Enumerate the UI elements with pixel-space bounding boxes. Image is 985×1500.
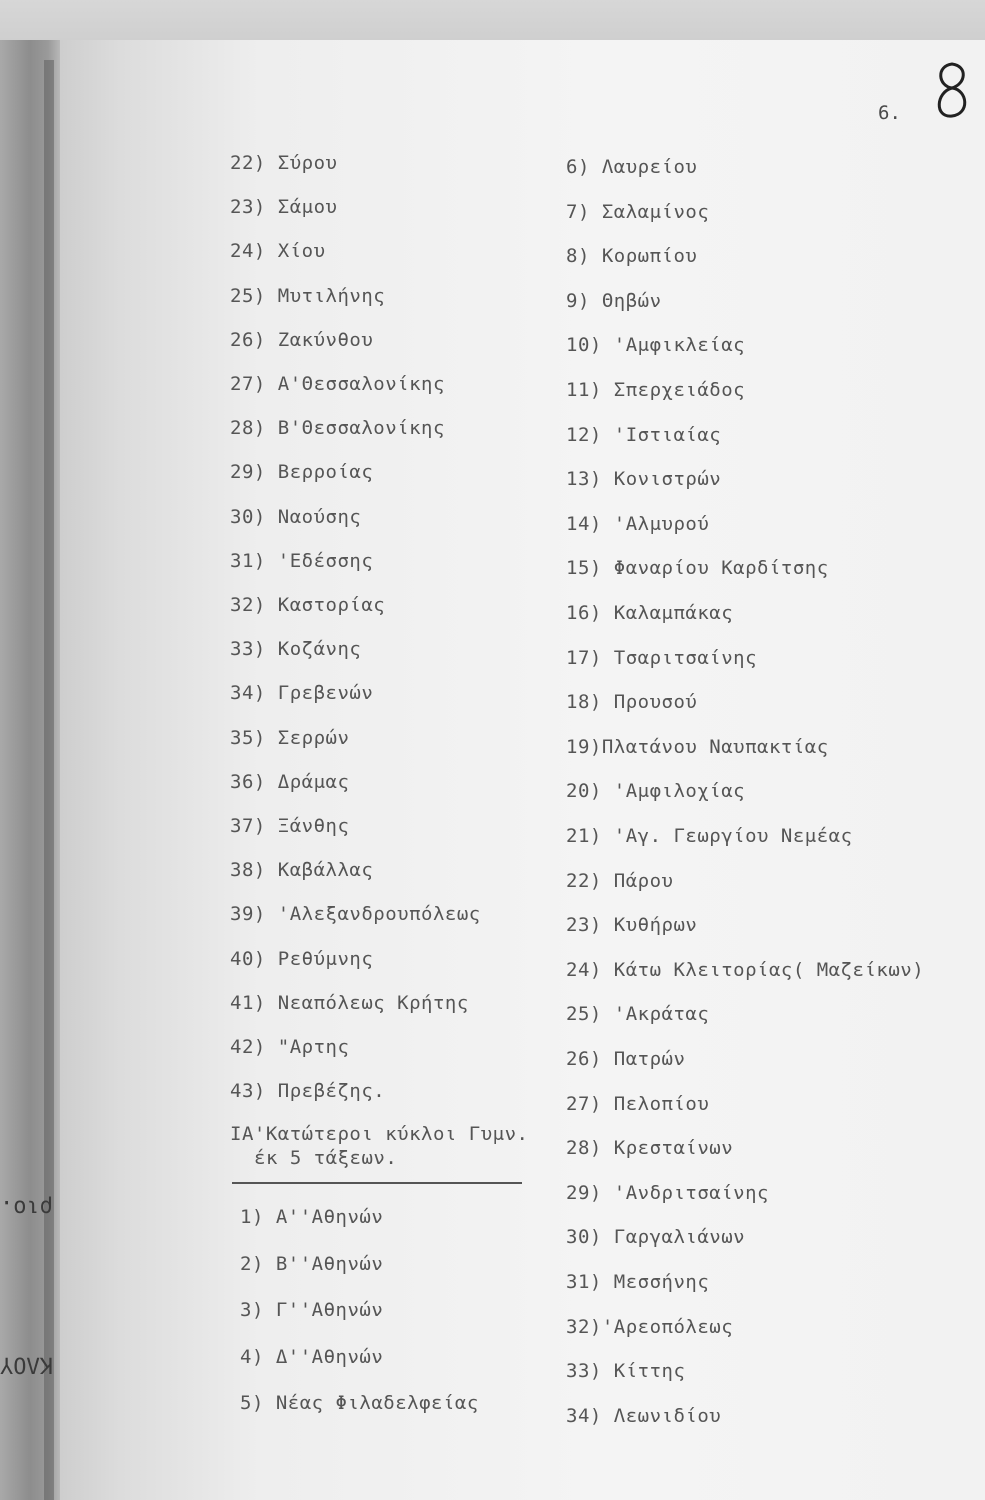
section-heading-line1: ΙΑ'Κατώτεροι κύκλοι Γυμν. <box>230 1123 529 1145</box>
list-item: 31) Μεσσήνης <box>566 1271 710 1293</box>
list-item: 42) "Αρτης <box>230 1036 350 1058</box>
list-item: 38) Καβάλλας <box>230 859 374 882</box>
list-item: 23) Κυθήρων <box>566 914 698 937</box>
list-item: 21) 'Αγ. Γεωργίου Νεμέας <box>566 825 853 847</box>
list-item: 36) Δράμας <box>230 770 350 793</box>
list-item: 22) Πάρου <box>566 869 674 892</box>
list-item: 4) Δ''Αθηνών <box>240 1345 384 1368</box>
list-item: 6) Λαυρείου <box>566 156 698 178</box>
list-item: 25) 'Ακράτας <box>566 1003 710 1026</box>
list-item: 5) Νέας Φιλαδελφείας <box>240 1392 479 1414</box>
list-item: 34) Λεωνιδίου <box>566 1404 722 1427</box>
list-item: 33) Κίττης <box>566 1360 686 1383</box>
list-item: 2) Β''Αθηνών <box>240 1252 384 1275</box>
list-item: 24) Χίου <box>230 240 326 263</box>
list-item: 3) Γ''Αθηνών <box>240 1299 384 1321</box>
list-item: 41) Νεαπόλεως Κρήτης <box>230 991 469 1014</box>
list-item: 23) Σάμου <box>230 196 338 219</box>
list-item: 37) Ξάνθης <box>230 815 350 837</box>
list-item: 22) Σύρου <box>230 152 338 174</box>
list-item: 10) 'Αμφικλείας <box>566 334 746 357</box>
list-item: 34) Γρεβενών <box>230 682 374 705</box>
list-item: 14) 'Αλμυρού <box>566 512 710 535</box>
scan-top-border <box>0 0 985 40</box>
handwritten-page-mark <box>930 60 974 120</box>
list-item: 9) Θηβών <box>566 289 662 312</box>
list-item: 24) Κάτω Κλειτορίας( Μαζείκων) <box>566 958 925 981</box>
list-item: 33) Κοζάνης <box>230 638 362 661</box>
list-item: 15) Φαναρίου Καρδίτσης <box>566 557 829 580</box>
list-item: 18) Προυσού <box>566 691 698 714</box>
list-item: 20) 'Αμφιλοχίας <box>566 780 746 803</box>
list-item: 28) Κρεσταίνων <box>566 1137 734 1160</box>
list-item: 11) Σπερχειάδος <box>566 379 746 401</box>
list-item: 30) Ναούσης <box>230 505 362 528</box>
edge-text-bottom: ΚΛΟΥ <box>0 1352 53 1377</box>
list-item: 40) Ρεθύμνης <box>230 947 374 970</box>
list-item: 43) Πρεβέζης. <box>230 1080 386 1103</box>
section-heading-line2: έκ 5 τάξεων. <box>254 1147 398 1169</box>
list-item: 7) Σαλαμίνος <box>566 200 710 223</box>
list-item: 26) Πατρών <box>566 1048 686 1070</box>
list-item: 8) Κορωπίου <box>566 245 698 268</box>
list-item: 25) Μυτιλήνης <box>230 284 386 307</box>
binding-shadow <box>44 60 54 1500</box>
list-item: 16) Καλαμπάκας <box>566 602 734 624</box>
list-item: 1) Α''Αθηνών <box>240 1206 384 1228</box>
list-item: 12) 'Ιστιαίας <box>566 423 722 446</box>
list-item: 17) Τσαριτσαίνης <box>566 646 758 669</box>
list-item: 30) Γαργαλιάνων <box>566 1226 746 1249</box>
list-item: 26) Ζακύνθου <box>230 328 374 351</box>
list-item: 39) 'Αλεξανδρουπόλεως <box>230 903 481 926</box>
list-item: 35) Σερρών <box>230 726 350 749</box>
list-item: 19)Πλατάνου Ναυπακτίας <box>566 735 829 758</box>
edge-text-top: ριο. <box>0 1195 53 1220</box>
list-item: 31) 'Εδέσσης <box>230 549 374 572</box>
section-heading <box>230 1122 528 1170</box>
list-item: 27) Α'Θεσσαλονίκης <box>230 373 445 395</box>
list-item: 32) Καστορίας <box>230 594 386 616</box>
page-number: 6. <box>878 102 901 124</box>
list-item: 13) Κονιστρών <box>566 468 722 491</box>
list-item: 28) Β'Θεσσαλονίκης <box>230 417 445 440</box>
list-item: 27) Πελοπίου <box>566 1092 710 1115</box>
list-item: 29) 'Ανδριτσαίνης <box>566 1181 769 1204</box>
list-item: 32)'Αρεοπόλεως <box>566 1315 734 1338</box>
section-divider <box>232 1182 522 1184</box>
list-item: 29) Βερροίας <box>230 461 374 484</box>
